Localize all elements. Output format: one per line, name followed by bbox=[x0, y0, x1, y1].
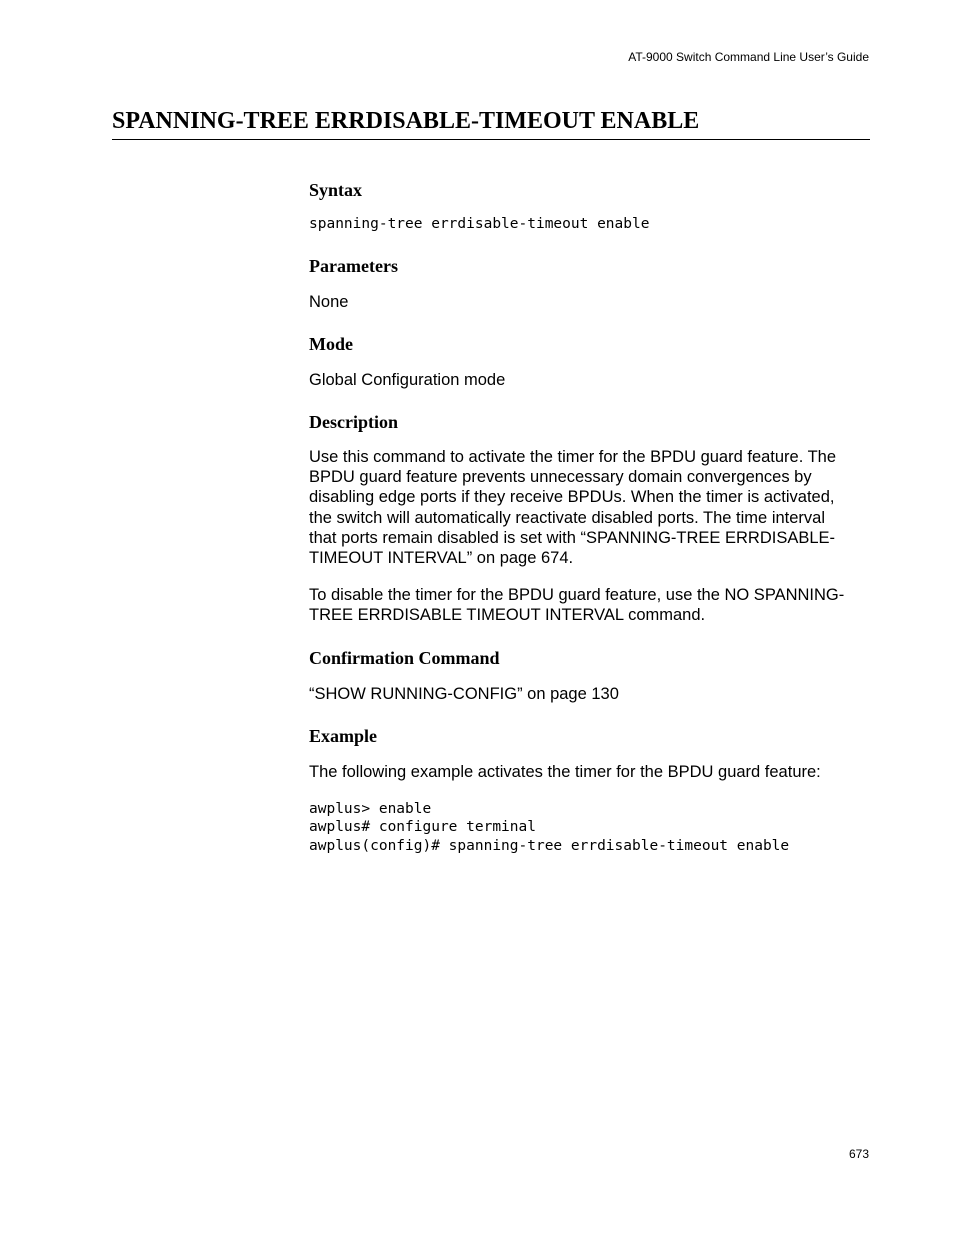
description-line: TREE ERRDISABLE TIMEOUT INTERVAL command. bbox=[309, 606, 706, 625]
parameters-text: None bbox=[309, 292, 349, 311]
description-line: that ports remain disabled is set with “SPANNING-TREE ERRDISABLE- bbox=[309, 528, 836, 547]
syntax-code: spanning-tree errdisable-timeout enable bbox=[309, 216, 650, 232]
mode-text: Global Configuration mode bbox=[309, 370, 506, 389]
description-paragraph-1 bbox=[309, 447, 874, 568]
description-heading: Description bbox=[309, 411, 398, 432]
example-text: The following example activates the timer for the BPDU guard feature: bbox=[309, 762, 821, 781]
confirmation-text: “SHOW RUNNING-CONFIG” on page 130 bbox=[309, 684, 619, 703]
mode-heading: Mode bbox=[309, 333, 353, 354]
description-line: disabling edge ports if they receive BPDUs. When the timer is activated, bbox=[309, 488, 835, 507]
description-paragraph-2 bbox=[309, 585, 874, 625]
description-line: Use this command to activate the timer for the BPDU guard feature. The bbox=[309, 447, 837, 466]
syntax-heading: Syntax bbox=[309, 180, 363, 200]
confirmation-heading: Confirmation Command bbox=[309, 647, 500, 668]
example-code-line: awplus(config)# spanning-tree errdisable-timeout enable bbox=[309, 837, 790, 854]
example-heading: Example bbox=[309, 725, 378, 746]
example-code-block bbox=[309, 800, 874, 856]
description-line: TIMEOUT INTERVAL” on page 674. bbox=[309, 548, 574, 567]
description-line: the switch will automatically reactivate disabled ports. The time interval bbox=[309, 508, 826, 527]
parameters-heading: Parameters bbox=[309, 255, 398, 276]
example-code-line: awplus# configure terminal bbox=[309, 819, 536, 836]
content-area bbox=[309, 178, 874, 855]
page-title: SPANNING-TREE ERRDISABLE-TIMEOUT ENABLE bbox=[112, 106, 870, 140]
example-code-line: awplus> enable bbox=[309, 800, 432, 817]
description-line: BPDU guard feature prevents unnecessary domain convergences by bbox=[309, 468, 812, 487]
page-number: 673 bbox=[848, 1147, 869, 1161]
description-line: To disable the timer for the BPDU guard feature, use the NO SPANNING- bbox=[309, 586, 845, 605]
running-header: AT-9000 Switch Command Line User’s Guide bbox=[628, 50, 869, 64]
